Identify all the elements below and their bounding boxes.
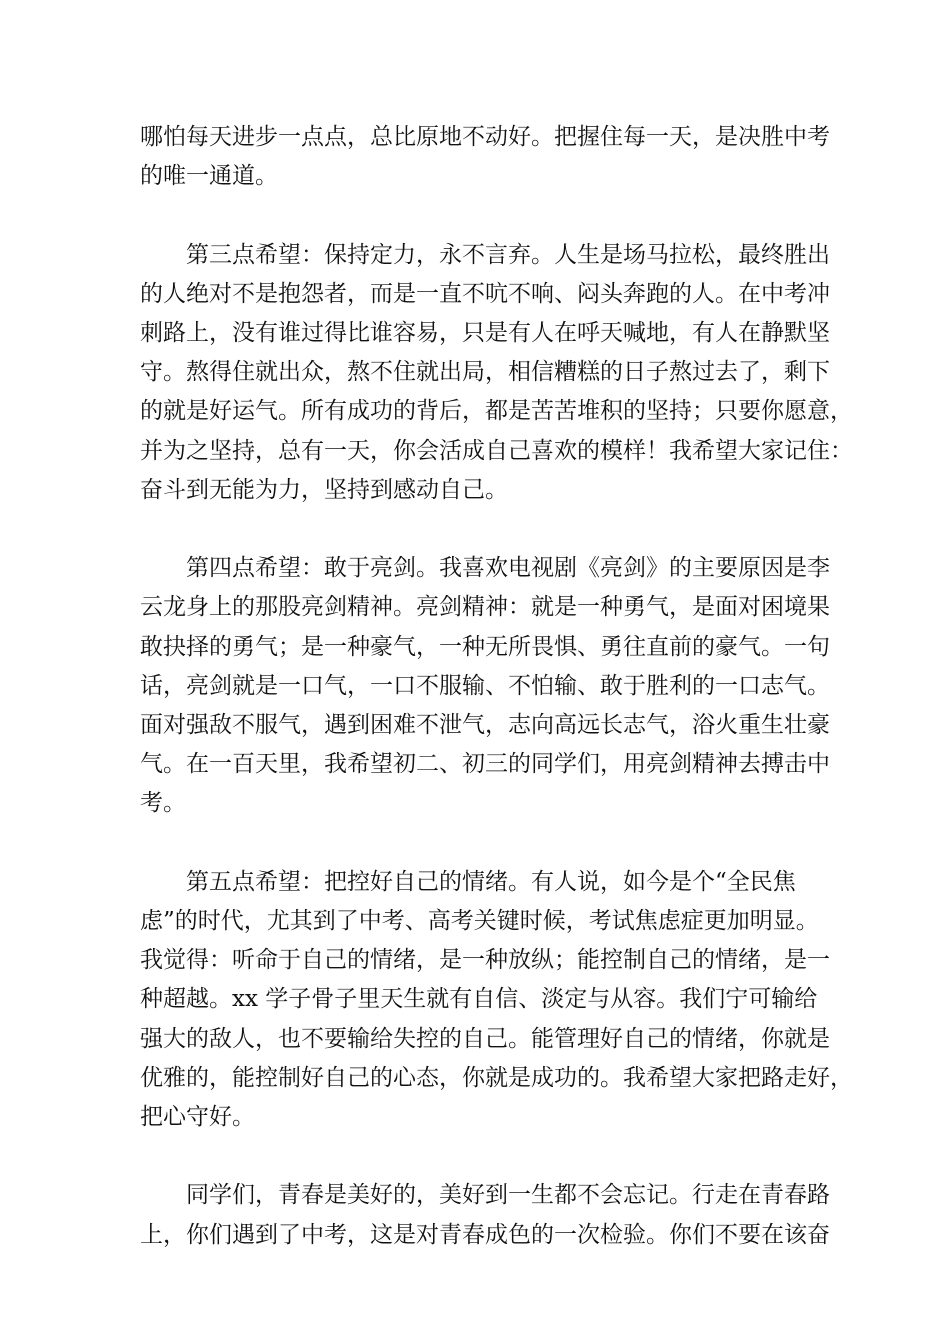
- text-line: 强大的敌人，也不要输给失控的自己。能管理好自己的情绪，你就是: [140, 1025, 830, 1052]
- text-line: 第五点希望：把控好自己的情绪。有人说，如今是个“全民焦: [186, 868, 796, 895]
- text-line: 奋斗到无能为力，坚持到感动自己。: [140, 476, 508, 503]
- text-line: 上，你们遇到了中考，这是对青春成色的一次检验。你们不要在该奋: [140, 1221, 830, 1248]
- text-line: 优雅的，能控制好自己的心态，你就是成功的。我希望大家把路走好，: [140, 1064, 853, 1091]
- paragraph-continuation: [140, 118, 828, 196]
- paragraph-hope-five: [140, 863, 853, 1137]
- text-line: 云龙身上的那股亮剑精神。亮剑精神：就是一种勇气，是面对困境果: [140, 594, 830, 621]
- text-line: 的唯一通道。: [140, 163, 278, 190]
- paragraph-closing: [140, 1176, 828, 1254]
- text-line: 把心守好。: [140, 1104, 255, 1131]
- text-line: 的人绝对不是抱怨者，而是一直不吭不响、闷头奔跑的人。在中考冲: [140, 280, 830, 307]
- text-line: 哪怕每天进步一点点，总比原地不动好。把握住每一天，是决胜中考: [140, 124, 830, 150]
- text-line: 同学们，青春是美好的，美好到一生都不会忘记。行走在青春路: [186, 1182, 830, 1209]
- paragraph-hope-three: [140, 236, 853, 510]
- text-line: 并为之坚持，总有一天，你会活成自己喜欢的模样！我希望大家记住：: [140, 437, 853, 464]
- text-line: 种超越。xx 学子骨子里天生就有自信、淡定与从容。我们宁可输给: [140, 986, 818, 1013]
- paragraph-hope-four: [140, 549, 828, 823]
- text-line: 敢抉择的勇气；是一种豪气，一种无所畏惧、勇往直前的豪气。一句: [140, 633, 830, 660]
- body-text: [140, 118, 853, 1255]
- text-line: 第四点希望：敢于亮剑。我喜欢电视剧《亮剑》的主要原因是李: [186, 555, 830, 582]
- text-line: 话，亮剑就是一口气，一口不服输、不怕输、敢于胜利的一口志气。: [140, 672, 830, 699]
- text-line: 我觉得：听命于自己的情绪，是一种放纵；能控制自己的情绪，是一: [140, 947, 830, 974]
- text-line: 考。: [140, 790, 186, 817]
- text-line: 虑”的时代，尤其到了中考、高考关键时候，考试焦虑症更加明显。: [140, 908, 819, 935]
- text-line: 刺路上，没有谁过得比谁容易，只是有人在呼天喊地，有人在静默坚: [140, 320, 830, 346]
- text-line: 守。熬得住就出众，熬不住就出局，相信糟糕的日子熬过去了，剩下: [140, 359, 830, 386]
- text-line: 的就是好运气。所有成功的背后，都是苦苦堆积的坚持；只要你愿意，: [140, 398, 853, 425]
- text-line: 面对强敌不服气，遇到困难不泄气，志向高远长志气，浴火重生壮豪: [140, 712, 830, 739]
- text-line: 第三点希望：保持定力，永不言弃。人生是场马拉松，最终胜出: [186, 241, 830, 268]
- text-line: 气。在一百天里，我希望初二、初三的同学们，用亮剑精神去搏击中: [140, 751, 830, 778]
